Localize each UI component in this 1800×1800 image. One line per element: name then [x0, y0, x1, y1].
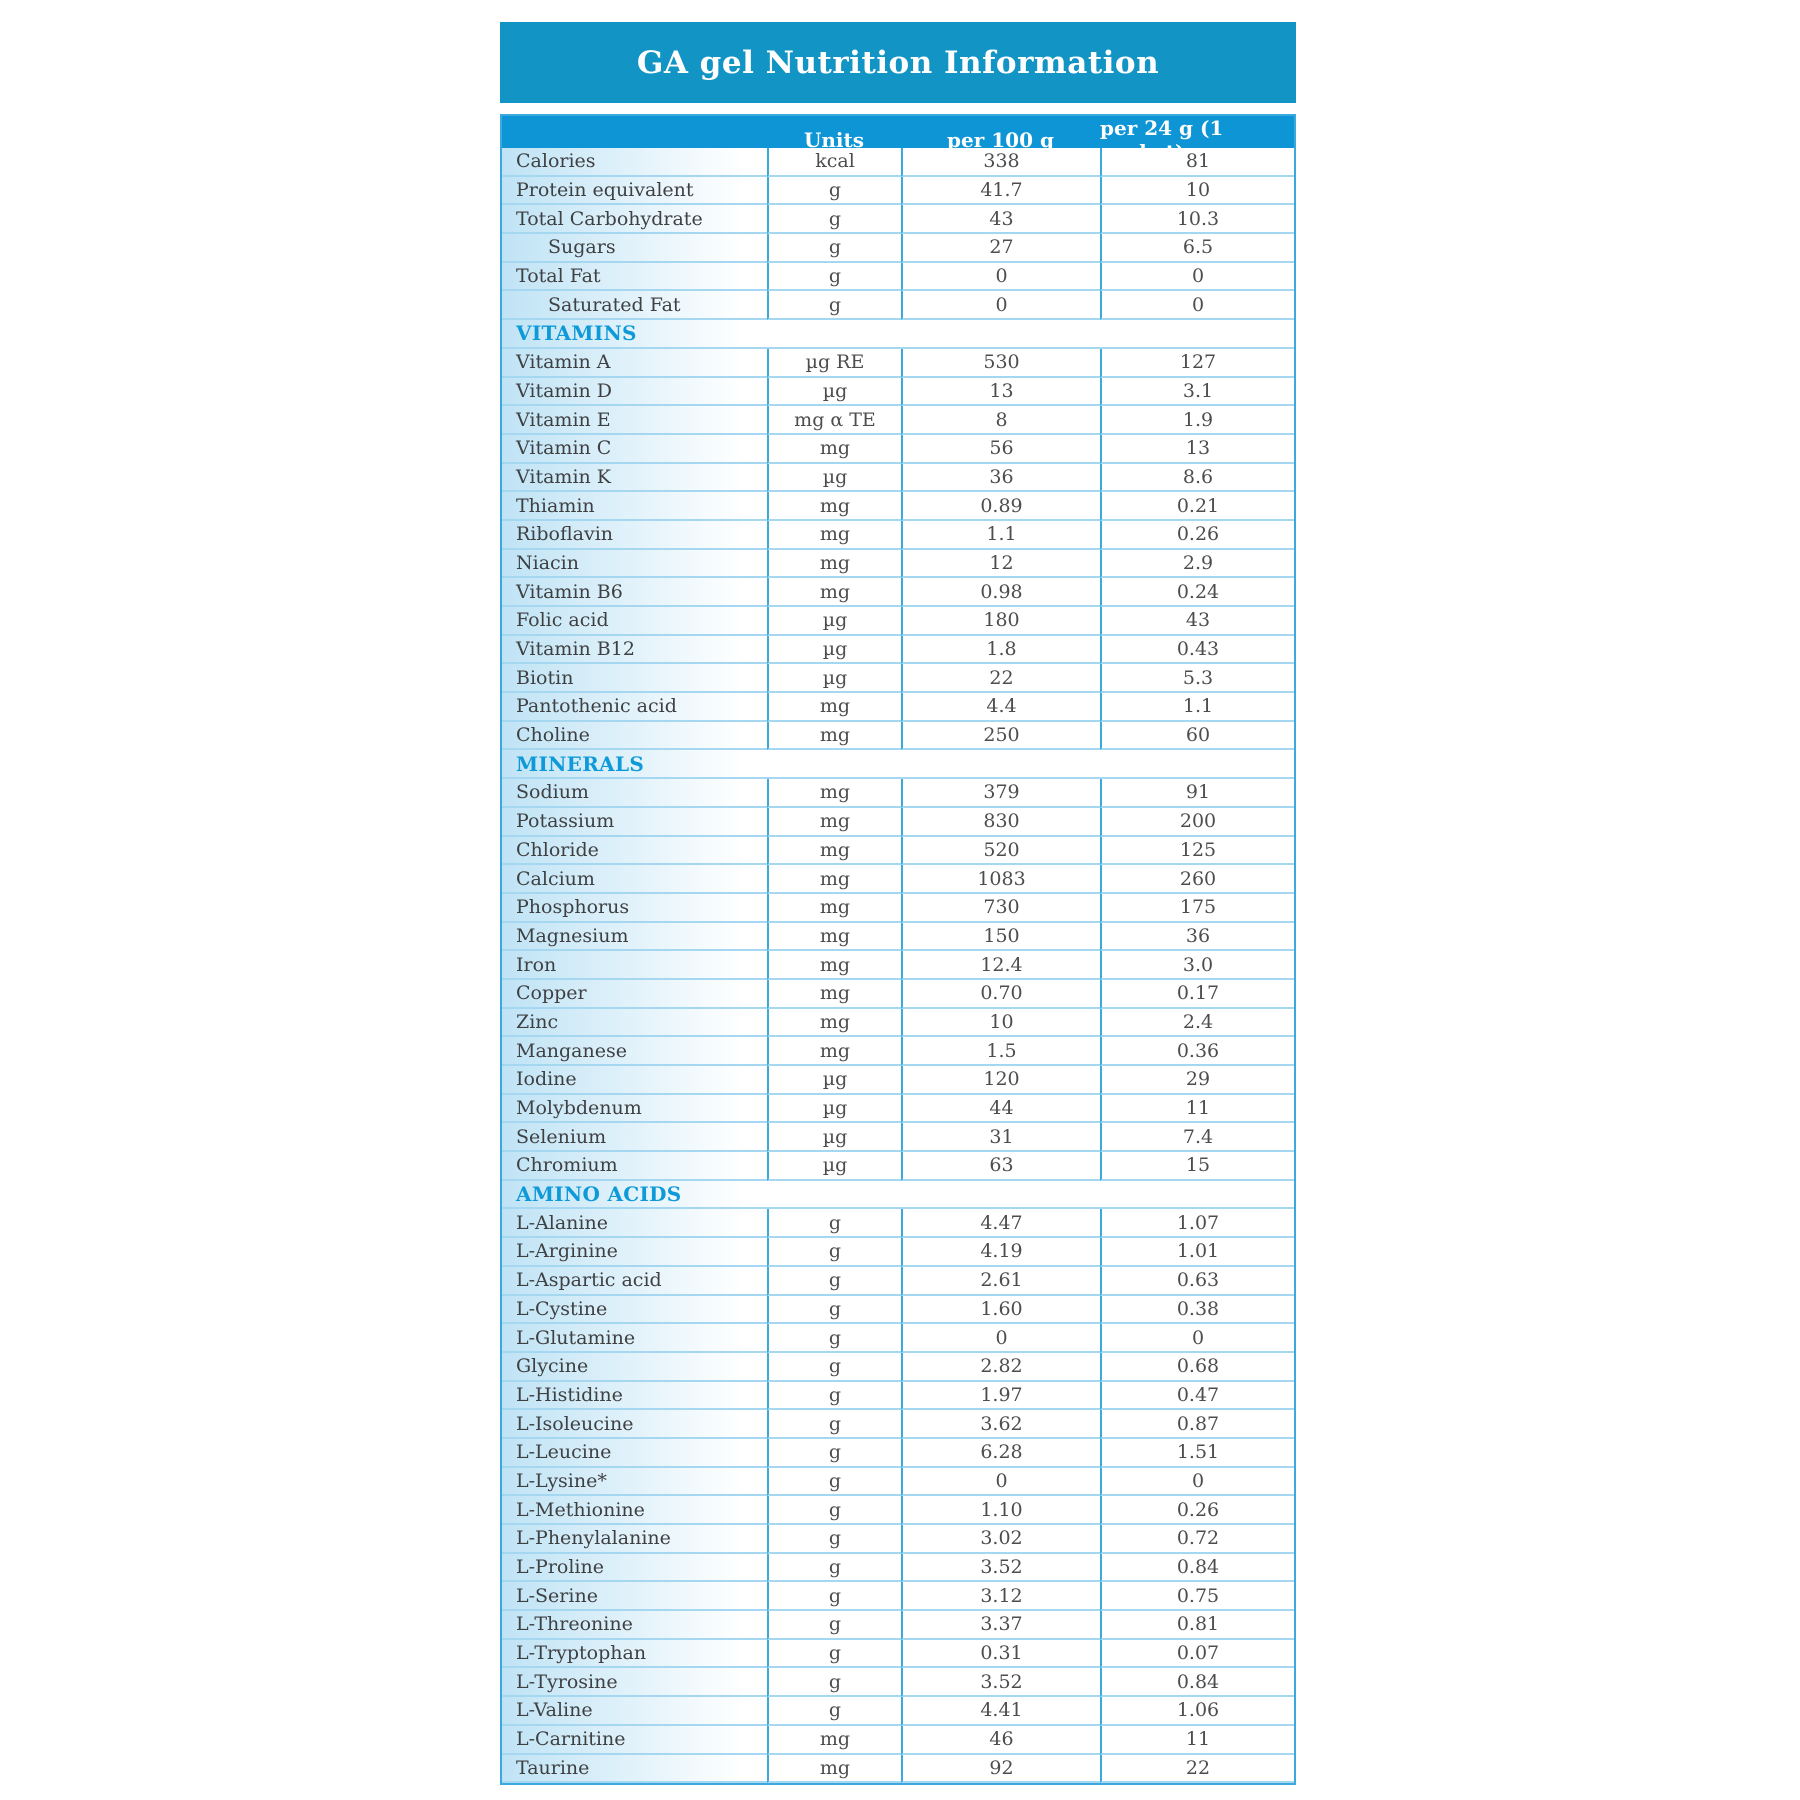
per-100g-cell: 150 — [901, 923, 1100, 952]
per-24g-cell: 11 — [1100, 1095, 1294, 1124]
per-100g-cell: 379 — [901, 779, 1100, 808]
per-24g-cell: 36 — [1100, 923, 1294, 952]
nutrient-name-cell: Molybdenum — [502, 1095, 767, 1124]
nutrient-name-cell: Thiamin — [502, 492, 767, 521]
nutrient-name-cell: Folic acid — [502, 607, 767, 636]
unit-cell: µg RE — [767, 349, 901, 378]
unit-cell: g — [767, 263, 901, 292]
nutrient-name-cell: L-Methionine — [502, 1496, 767, 1525]
per-100g-cell: 44 — [901, 1095, 1100, 1124]
nutrient-name-cell: Iodine — [502, 1066, 767, 1095]
per-100g-cell: 0 — [901, 263, 1100, 292]
per-100g-cell: 43 — [901, 205, 1100, 234]
nutrient-name-cell: L-Carnitine — [502, 1726, 767, 1755]
per-24g-cell: 0 — [1100, 1468, 1294, 1497]
nutrient-name-cell: Protein equivalent — [502, 177, 767, 206]
per-100g-cell: 63 — [901, 1152, 1100, 1181]
per-100g-cell: 1.60 — [901, 1296, 1100, 1325]
nutrient-name-cell: Vitamin E — [502, 406, 767, 435]
unit-cell: µg — [767, 664, 901, 693]
nutrient-name-cell: Vitamin B6 — [502, 578, 767, 607]
nutrient-name-cell: Sodium — [502, 779, 767, 808]
per-100g-cell: 27 — [901, 234, 1100, 263]
unit-cell: µg — [767, 464, 901, 493]
nutrient-name-cell: Biotin — [502, 664, 767, 693]
per-24g-cell: 5.3 — [1100, 664, 1294, 693]
unit-cell: g — [767, 1611, 901, 1640]
nutrient-name-cell: L-Valine — [502, 1697, 767, 1726]
per-24g-cell: 7.4 — [1100, 1123, 1294, 1152]
section-header-amino-acids: AMINO ACIDS — [502, 1181, 1294, 1210]
nutrient-name-cell: Niacin — [502, 550, 767, 579]
nutrition-panel — [500, 22, 1296, 1785]
nutrient-name-cell: Selenium — [502, 1123, 767, 1152]
nutrient-name-cell: Saturated Fat — [502, 291, 767, 320]
per-100g-cell: 46 — [901, 1726, 1100, 1755]
unit-cell: g — [767, 1324, 901, 1353]
per-100g-cell: 1083 — [901, 865, 1100, 894]
per-24g-cell: 0.84 — [1100, 1668, 1294, 1697]
per-24g-cell: 81 — [1100, 148, 1294, 177]
per-100g-cell: 2.82 — [901, 1353, 1100, 1382]
nutrition-table — [500, 114, 1296, 1785]
unit-cell: mg — [767, 521, 901, 550]
unit-cell: mg — [767, 693, 901, 722]
per-24g-cell: 0.38 — [1100, 1296, 1294, 1325]
unit-cell: mg — [767, 550, 901, 579]
nutrient-name-cell: Vitamin C — [502, 435, 767, 464]
nutrient-name-cell: Phosphorus — [502, 894, 767, 923]
nutrient-name-cell: L-Leucine — [502, 1439, 767, 1468]
column-header-per-100g: per 100 g — [947, 128, 1054, 152]
per-100g-cell: 56 — [901, 435, 1100, 464]
per-100g-cell: 6.28 — [901, 1439, 1100, 1468]
nutrient-name-cell: Vitamin K — [502, 464, 767, 493]
per-24g-cell: 0.81 — [1100, 1611, 1294, 1640]
nutrient-name-cell: L-Histidine — [502, 1382, 767, 1411]
per-100g-cell: 0.31 — [901, 1640, 1100, 1669]
nutrient-name-cell: Iron — [502, 951, 767, 980]
unit-cell: µg — [767, 1152, 901, 1181]
per-100g-cell: 10 — [901, 1009, 1100, 1038]
unit-cell: mg — [767, 1009, 901, 1038]
unit-cell: mg — [767, 923, 901, 952]
nutrient-name-cell: L-Serine — [502, 1582, 767, 1611]
nutrient-name-cell: Magnesium — [502, 923, 767, 952]
unit-cell: mg — [767, 951, 901, 980]
unit-cell: mg — [767, 808, 901, 837]
per-100g-cell: 4.41 — [901, 1697, 1100, 1726]
nutrient-name-cell: Riboflavin — [502, 521, 767, 550]
per-24g-cell: 125 — [1100, 837, 1294, 866]
per-24g-cell: 0.21 — [1100, 492, 1294, 521]
per-24g-cell: 11 — [1100, 1726, 1294, 1755]
per-24g-cell: 0.75 — [1100, 1582, 1294, 1611]
per-24g-cell: 0.17 — [1100, 980, 1294, 1009]
nutrient-name-cell: Taurine — [502, 1755, 767, 1784]
per-24g-cell: 0 — [1100, 291, 1294, 320]
unit-cell: g — [767, 1525, 901, 1554]
per-24g-cell: 91 — [1100, 779, 1294, 808]
nutrient-name-cell: Potassium — [502, 808, 767, 837]
nutrient-name-cell: Vitamin A — [502, 349, 767, 378]
per-24g-cell: 200 — [1100, 808, 1294, 837]
per-24g-cell: 0.26 — [1100, 521, 1294, 550]
unit-cell: g — [767, 234, 901, 263]
per-24g-cell: 15 — [1100, 1152, 1294, 1181]
page-title: GA gel Nutrition Information — [636, 44, 1160, 81]
unit-cell: µg — [767, 1123, 901, 1152]
per-24g-cell: 1.01 — [1100, 1238, 1294, 1267]
per-100g-cell: 13 — [901, 378, 1100, 407]
nutrient-name-cell: Choline — [502, 722, 767, 751]
nutrient-name-cell: L-Threonine — [502, 1611, 767, 1640]
nutrient-name-cell: L-Alanine — [502, 1209, 767, 1238]
nutrient-name-cell: Chloride — [502, 837, 767, 866]
per-100g-cell: 830 — [901, 808, 1100, 837]
per-100g-cell: 1.8 — [901, 636, 1100, 665]
per-100g-cell: 3.02 — [901, 1525, 1100, 1554]
per-100g-cell: 3.52 — [901, 1668, 1100, 1697]
unit-cell: g — [767, 1439, 901, 1468]
per-100g-cell: 0.70 — [901, 980, 1100, 1009]
nutrient-name-cell: Chromium — [502, 1152, 767, 1181]
unit-cell: g — [767, 1410, 901, 1439]
per-100g-cell: 1.5 — [901, 1037, 1100, 1066]
unit-cell: µg — [767, 607, 901, 636]
per-24g-cell: 0.26 — [1100, 1496, 1294, 1525]
nutrient-name-cell: L-Glutamine — [502, 1324, 767, 1353]
per-100g-cell: 3.37 — [901, 1611, 1100, 1640]
per-24g-cell: 22 — [1100, 1755, 1294, 1784]
per-100g-cell: 92 — [901, 1755, 1100, 1784]
unit-cell: g — [767, 205, 901, 234]
column-header-units: Units — [803, 128, 865, 152]
nutrient-name-cell: L-Isoleucine — [502, 1410, 767, 1439]
per-100g-cell: 730 — [901, 894, 1100, 923]
unit-cell: mg — [767, 435, 901, 464]
per-100g-cell: 0.98 — [901, 578, 1100, 607]
per-24g-cell: 0.84 — [1100, 1554, 1294, 1583]
per-24g-cell: 10 — [1100, 177, 1294, 206]
per-100g-cell: 3.62 — [901, 1410, 1100, 1439]
unit-cell: g — [767, 1296, 901, 1325]
per-24g-cell: 3.0 — [1100, 951, 1294, 980]
nutrient-name-cell: L-Tryptophan — [502, 1640, 767, 1669]
nutrient-name-cell: L-Phenylalanine — [502, 1525, 767, 1554]
per-100g-cell: 22 — [901, 664, 1100, 693]
unit-cell: g — [767, 291, 901, 320]
per-100g-cell: 8 — [901, 406, 1100, 435]
per-100g-cell: 0 — [901, 291, 1100, 320]
unit-cell: µg — [767, 1066, 901, 1095]
per-100g-cell: 1.1 — [901, 521, 1100, 550]
per-100g-cell: 31 — [901, 1123, 1100, 1152]
per-24g-cell: 3.1 — [1100, 378, 1294, 407]
per-24g-cell: 127 — [1100, 349, 1294, 378]
per-24g-cell: 2.4 — [1100, 1009, 1294, 1038]
per-100g-cell: 3.52 — [901, 1554, 1100, 1583]
per-24g-cell: 0.36 — [1100, 1037, 1294, 1066]
per-24g-cell: 1.51 — [1100, 1439, 1294, 1468]
per-24g-cell: 1.06 — [1100, 1697, 1294, 1726]
unit-cell: g — [767, 1697, 901, 1726]
unit-cell: g — [767, 1382, 901, 1411]
per-24g-cell: 0.43 — [1100, 636, 1294, 665]
per-100g-cell: 338 — [901, 148, 1100, 177]
per-24g-cell: 0 — [1100, 1324, 1294, 1353]
per-100g-cell: 4.4 — [901, 693, 1100, 722]
per-100g-cell: 1.97 — [901, 1382, 1100, 1411]
column-header-per-24g: per 24 g (1 packet) — [1100, 116, 1224, 164]
unit-cell: g — [767, 1353, 901, 1382]
unit-cell: mg — [767, 578, 901, 607]
per-24g-cell: 29 — [1100, 1066, 1294, 1095]
nutrient-name-cell: Sugars — [502, 234, 767, 263]
nutrient-name-cell: L-Aspartic acid — [502, 1267, 767, 1296]
per-24g-cell: 0.68 — [1100, 1353, 1294, 1382]
unit-cell: g — [767, 1209, 901, 1238]
per-24g-cell: 175 — [1100, 894, 1294, 923]
per-24g-cell: 1.07 — [1100, 1209, 1294, 1238]
per-100g-cell: 180 — [901, 607, 1100, 636]
per-24g-cell: 0.63 — [1100, 1267, 1294, 1296]
nutrient-name-cell: Copper — [502, 980, 767, 1009]
unit-cell: g — [767, 1668, 901, 1697]
per-24g-cell: 8.6 — [1100, 464, 1294, 493]
nutrient-name-cell: Calcium — [502, 865, 767, 894]
nutrient-name-cell: Total Fat — [502, 263, 767, 292]
per-100g-cell: 4.19 — [901, 1238, 1100, 1267]
per-100g-cell: 41.7 — [901, 177, 1100, 206]
per-100g-cell: 0 — [901, 1468, 1100, 1497]
per-100g-cell: 12.4 — [901, 951, 1100, 980]
per-24g-cell: 0.87 — [1100, 1410, 1294, 1439]
per-100g-cell: 250 — [901, 722, 1100, 751]
unit-cell: mg — [767, 980, 901, 1009]
unit-cell: µg — [767, 636, 901, 665]
unit-cell: mg α TE — [767, 406, 901, 435]
nutrient-name-cell: Pantothenic acid — [502, 693, 767, 722]
per-24g-cell: 6.5 — [1100, 234, 1294, 263]
title-bar — [500, 22, 1296, 103]
nutrient-name-cell: Vitamin D — [502, 378, 767, 407]
per-24g-cell: 0 — [1100, 263, 1294, 292]
unit-cell: g — [767, 1496, 901, 1525]
nutrient-name-cell: Manganese — [502, 1037, 767, 1066]
unit-cell: mg — [767, 779, 901, 808]
per-24g-cell: 60 — [1100, 722, 1294, 751]
unit-cell: g — [767, 177, 901, 206]
per-24g-cell: 1.9 — [1100, 406, 1294, 435]
per-100g-cell: 1.10 — [901, 1496, 1100, 1525]
unit-cell: g — [767, 1238, 901, 1267]
unit-cell: µg — [767, 378, 901, 407]
section-header-vitamins: VITAMINS — [502, 320, 1294, 349]
nutrient-name-cell: L-Lysine* — [502, 1468, 767, 1497]
nutrient-name-cell: Total Carbohydrate — [502, 205, 767, 234]
unit-cell: g — [767, 1640, 901, 1669]
per-100g-cell: 4.47 — [901, 1209, 1100, 1238]
unit-cell: kcal — [767, 148, 901, 177]
unit-cell: mg — [767, 865, 901, 894]
unit-cell: g — [767, 1267, 901, 1296]
per-100g-cell: 0.89 — [901, 492, 1100, 521]
per-100g-cell: 36 — [901, 464, 1100, 493]
unit-cell: mg — [767, 492, 901, 521]
unit-cell: mg — [767, 1755, 901, 1784]
per-100g-cell: 520 — [901, 837, 1100, 866]
nutrient-name-cell: Zinc — [502, 1009, 767, 1038]
unit-cell: mg — [767, 1726, 901, 1755]
unit-cell: g — [767, 1554, 901, 1583]
per-24g-cell: 0.47 — [1100, 1382, 1294, 1411]
per-100g-cell: 0 — [901, 1324, 1100, 1353]
unit-cell: g — [767, 1582, 901, 1611]
per-100g-cell: 530 — [901, 349, 1100, 378]
per-24g-cell: 13 — [1100, 435, 1294, 464]
nutrient-name-cell: L-Proline — [502, 1554, 767, 1583]
per-100g-cell: 2.61 — [901, 1267, 1100, 1296]
unit-cell: mg — [767, 1037, 901, 1066]
per-100g-cell: 120 — [901, 1066, 1100, 1095]
per-24g-cell: 10.3 — [1100, 205, 1294, 234]
unit-cell: mg — [767, 837, 901, 866]
per-24g-cell: 43 — [1100, 607, 1294, 636]
nutrient-name-cell: L-Cystine — [502, 1296, 767, 1325]
unit-cell: g — [767, 1468, 901, 1497]
unit-cell: mg — [767, 894, 901, 923]
unit-cell: mg — [767, 722, 901, 751]
nutrient-name-cell: L-Arginine — [502, 1238, 767, 1267]
per-24g-cell: 2.9 — [1100, 550, 1294, 579]
title-table-gap — [500, 103, 1296, 114]
section-header-minerals: MINERALS — [502, 750, 1294, 779]
per-24g-cell: 0.07 — [1100, 1640, 1294, 1669]
nutrient-name-cell: L-Tyrosine — [502, 1668, 767, 1697]
per-100g-cell: 3.12 — [901, 1582, 1100, 1611]
unit-cell: µg — [767, 1095, 901, 1124]
per-24g-cell: 1.1 — [1100, 693, 1294, 722]
per-24g-cell: 0.24 — [1100, 578, 1294, 607]
table-body — [502, 148, 1294, 1783]
per-100g-cell: 12 — [901, 550, 1100, 579]
nutrient-name-cell: Glycine — [502, 1353, 767, 1382]
per-24g-cell: 0.72 — [1100, 1525, 1294, 1554]
per-24g-cell: 260 — [1100, 865, 1294, 894]
nutrient-name-cell: Vitamin B12 — [502, 636, 767, 665]
nutrient-name-cell: Calories — [502, 148, 767, 177]
